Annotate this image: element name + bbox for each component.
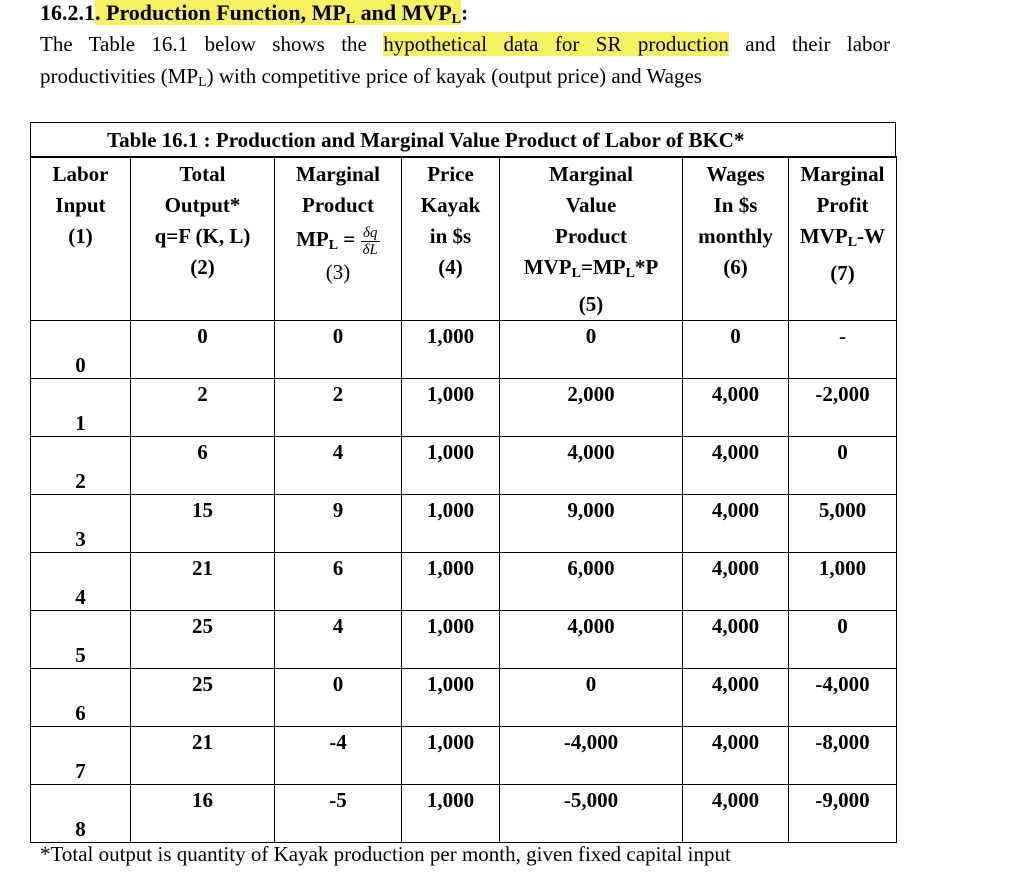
cell-labor: 3 (31, 495, 131, 553)
cell-mvp: 4,000 (500, 611, 683, 669)
cell-price: 1,000 (402, 437, 500, 495)
cell-labor: 8 (31, 785, 131, 843)
cell-labor: 4 (31, 553, 131, 611)
cell-wage: 4,000 (683, 611, 789, 669)
partial-derivative: $\frac{\delta q}{\delta L}$ (362, 224, 378, 258)
highlighted-text: hypothetical data for SR production (383, 32, 729, 56)
table-row (31, 553, 897, 611)
cell-price: 1,000 (402, 669, 500, 727)
cell-price: 1,000 (402, 321, 500, 379)
header-labor-input: Labor Input (1) (31, 157, 131, 321)
cell-mp: 4 (275, 611, 402, 669)
cell-profit: 0 (789, 611, 897, 669)
section-number: 16.2.1 (40, 0, 95, 25)
cell-output: 2 (131, 379, 275, 437)
cell-wage: 4,000 (683, 495, 789, 553)
cell-wage: 4,000 (683, 379, 789, 437)
cell-labor: 7 (31, 727, 131, 785)
header-price-kayak: Price Kayak in $s (4) (402, 157, 500, 321)
cell-output: 25 (131, 611, 275, 669)
cell-mvp: -5,000 (500, 785, 683, 843)
cell-wage: 4,000 (683, 669, 789, 727)
cell-price: 1,000 (402, 495, 500, 553)
table-row (31, 669, 897, 727)
cell-price: 1,000 (402, 727, 500, 785)
section-heading: 16.2.1. Production Function, MPL and MVPL: (40, 0, 469, 27)
cell-profit: - (789, 321, 897, 379)
cell-mvp: -4,000 (500, 727, 683, 785)
section-title: . Production Function, MPL and MVPL (95, 0, 462, 27)
cell-mp: -5 (275, 785, 402, 843)
mpl-formula: MPL = $\frac{\delta q}{\delta L}$ (296, 224, 378, 258)
cell-mp: 0 (275, 321, 402, 379)
cell-output: 15 (131, 495, 275, 553)
cell-mvp: 0 (500, 669, 683, 727)
intro-paragraph (40, 28, 890, 99)
cell-wage: 4,000 (683, 553, 789, 611)
cell-profit: -4,000 (789, 669, 897, 727)
cell-mp: 9 (275, 495, 402, 553)
header-marginal-value-product: Marginal Value Product MVPL=MPL*P (5) (500, 157, 683, 321)
table-header-row (31, 157, 897, 321)
table-footnote: *Total output is quantity of Kayak production per month, given fixed capital input (40, 842, 731, 866)
cell-output: 21 (131, 553, 275, 611)
cell-wage: 4,000 (683, 785, 789, 843)
cell-labor: 6 (31, 669, 131, 727)
cell-labor: 5 (31, 611, 131, 669)
cell-labor: 2 (31, 437, 131, 495)
cell-price: 1,000 (402, 611, 500, 669)
cell-output: 21 (131, 727, 275, 785)
table-row (31, 495, 897, 553)
cell-price: 1,000 (402, 379, 500, 437)
cell-mp: 0 (275, 669, 402, 727)
cell-labor: 0 (31, 321, 131, 379)
cell-wage: 4,000 (683, 437, 789, 495)
cell-profit: 0 (789, 437, 897, 495)
cell-price: 1,000 (402, 785, 500, 843)
production-table (30, 156, 897, 843)
cell-output: 6 (131, 437, 275, 495)
cell-mp: -4 (275, 727, 402, 785)
cell-mp: 6 (275, 553, 402, 611)
header-wages: Wages In $s monthly (6) (683, 157, 789, 321)
header-marginal-profit: Marginal Profit MVPL-W (7) (789, 157, 897, 321)
cell-mp: 4 (275, 437, 402, 495)
cell-mvp: 9,000 (500, 495, 683, 553)
cell-profit: 1,000 (789, 553, 897, 611)
cell-profit: -9,000 (789, 785, 897, 843)
cell-profit: -2,000 (789, 379, 897, 437)
header-total-output: Total Output* q=F (K, L) (2) (131, 157, 275, 321)
table-row (31, 611, 897, 669)
cell-mvp: 4,000 (500, 437, 683, 495)
table-row (31, 785, 897, 843)
cell-mvp: 0 (500, 321, 683, 379)
cell-profit: 5,000 (789, 495, 897, 553)
cell-output: 25 (131, 669, 275, 727)
cell-mvp: 2,000 (500, 379, 683, 437)
cell-wage: 0 (683, 321, 789, 379)
table-caption: Table 16.1 : Production and Marginal Value Product of Labor of BKC* (30, 122, 896, 158)
intro-line-2: productivities $(MP_L)$ with competitive price of kayak (output price) and Wages (40, 64, 702, 90)
cell-mp: 2 (275, 379, 402, 437)
cell-mvp: 6,000 (500, 553, 683, 611)
cell-wage: 4,000 (683, 727, 789, 785)
table-row (31, 437, 897, 495)
intro-line-1: The Table 16.1 below shows the hypothetical data for SR production and their labor (40, 32, 891, 56)
table-row (31, 321, 897, 379)
cell-profit: -8,000 (789, 727, 897, 785)
cell-labor: 1 (31, 379, 131, 437)
table-row (31, 727, 897, 785)
header-marginal-product: Marginal Product MPL = $\frac{\delta q}{\delta L}$ (3) (275, 157, 402, 321)
cell-output: 16 (131, 785, 275, 843)
cell-price: 1,000 (402, 553, 500, 611)
cell-output: 0 (131, 321, 275, 379)
table-row (31, 379, 897, 437)
